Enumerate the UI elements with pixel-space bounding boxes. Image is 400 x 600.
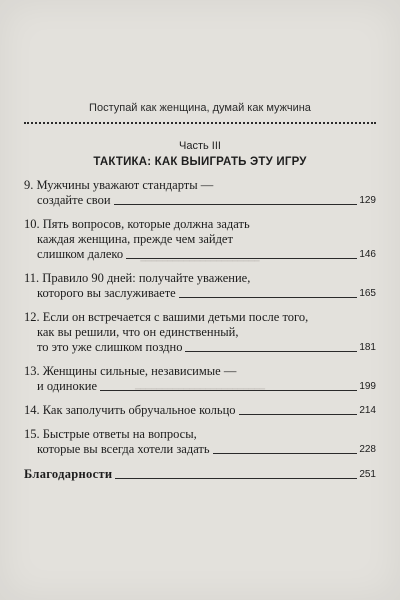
toc-page-number: 146 <box>359 249 376 260</box>
toc-leader-line <box>115 478 357 479</box>
toc-entry[interactable] <box>24 364 376 394</box>
bleed-through-text: ━━━━━━━━━━━━━━━━━━━━━━ <box>140 256 260 266</box>
toc-page-number: 199 <box>359 381 376 392</box>
dotted-divider <box>24 122 376 124</box>
table-of-contents <box>24 178 376 482</box>
toc-entry-title: слишком далеко <box>37 247 124 261</box>
toc-entry[interactable] <box>24 467 376 482</box>
toc-leader-line <box>239 414 358 415</box>
toc-entry-last-line <box>24 379 376 394</box>
toc-entry[interactable] <box>24 310 376 355</box>
toc-entry[interactable] <box>24 403 376 418</box>
toc-entry-title: которые вы всегда хотели задать <box>37 442 210 456</box>
toc-leader-line <box>185 351 357 352</box>
toc-entry-title: которого вы заслуживаете <box>37 286 176 300</box>
toc-entry-last-line <box>24 247 376 262</box>
toc-entry-title: каждая женщина, прежде чем зайдет <box>37 232 233 246</box>
toc-entry-title: создайте свои <box>37 193 111 207</box>
toc-entry-last-line <box>24 467 376 482</box>
part-label: Часть III <box>179 140 221 152</box>
toc-leader-line <box>100 390 357 391</box>
toc-entry-last-line <box>24 442 376 457</box>
toc-leader-line <box>126 258 357 259</box>
toc-page-number: 251 <box>359 469 376 480</box>
toc-entry-title: и одинокие <box>37 379 98 393</box>
toc-entry-title: 10. Пять вопросов, которые должна задать <box>24 217 250 231</box>
toc-entry-title: 11. Правило 90 дней: получайте уважение, <box>24 271 251 285</box>
toc-page-number: 228 <box>359 444 376 455</box>
toc-entry-last-line <box>24 340 376 355</box>
toc-entry[interactable] <box>24 217 376 262</box>
toc-entry[interactable] <box>24 427 376 457</box>
toc-entry-title: 12. Если он встречается с вашими детьми после того, <box>24 310 309 324</box>
toc-entry-title: Благодарности <box>24 467 113 481</box>
toc-page-number: 129 <box>359 195 376 206</box>
toc-entry-last-line <box>24 286 376 301</box>
toc-page-number: 214 <box>359 405 376 416</box>
toc-entry-title: 13. Женщины сильные, независимые — <box>24 364 237 378</box>
toc-entry[interactable] <box>24 271 376 301</box>
toc-leader-line <box>179 297 358 298</box>
bleed-through-text: ━━━━━━━━━━━━━━━━━━━━━━━━ <box>134 384 266 394</box>
toc-entry-last-line <box>24 193 376 208</box>
toc-entry-title: 9. Мужчины уважают стандарты — <box>24 178 214 192</box>
toc-page-number: 165 <box>359 288 376 299</box>
toc-leader-line <box>114 204 358 205</box>
toc-entry-title: то это уже слишком поздно <box>37 340 183 354</box>
running-header: Поступай как женщина, думай как мужчина <box>89 102 311 114</box>
toc-page-number: 181 <box>359 342 376 353</box>
toc-entry[interactable] <box>24 178 376 208</box>
toc-entry-last-line <box>24 403 376 418</box>
toc-leader-line <box>213 453 358 454</box>
toc-entry-title: 15. Быстрые ответы на вопросы, <box>24 427 197 441</box>
part-title: ТАКТИКА: КАК ВЫИГРАТЬ ЭТУ ИГРУ <box>93 156 307 168</box>
toc-entry-title: 14. Как заполучить обручальное кольцо <box>24 403 236 417</box>
toc-entry-title: как вы решили, что он единственный, <box>37 325 239 339</box>
